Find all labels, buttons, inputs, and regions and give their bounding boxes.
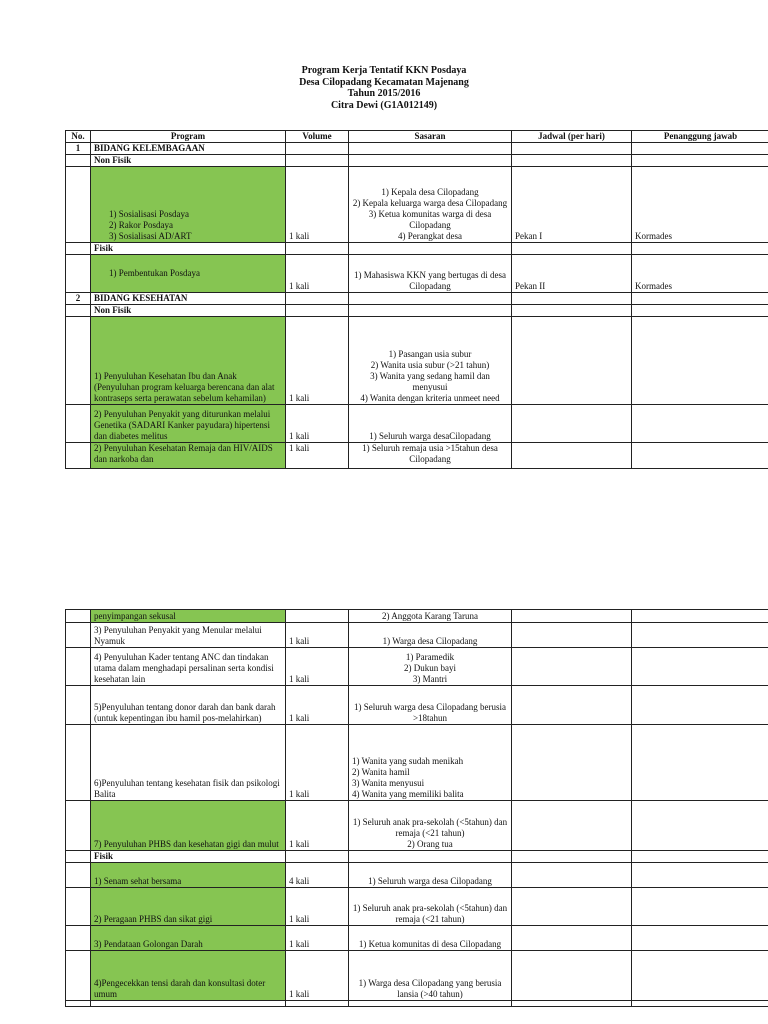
table-row [66,888,768,926]
section-title: BIDANG KESEHATAN [91,293,286,305]
header-jadwal: Jadwal (per hari) [512,131,632,143]
header-no: No. [66,131,91,143]
volume-cell: 1 kali [286,443,349,469]
program-cell: penyimpangan sekusal [91,610,286,623]
program-cell: 2) Penyuluhan Kesehatan Remaja dan HIV/AIDS dan narkoba dan [91,443,286,469]
program-cell: 1) Senam sehat bersama [91,863,286,888]
section-number: 1 [66,143,91,155]
program-table-page-2 [65,609,768,1007]
program-cell: 6)Penyuluhan tentang kesehatan fisik dan psikologi Balita [91,725,286,801]
subsection-label: Non Fisik [91,155,286,167]
table-row [66,801,768,851]
volume-cell: 1 kali [286,888,349,926]
jadwal-cell: Pekan I [512,167,632,243]
sasaran-cell: 1) Kepala desa Cilopadang 2) Kepala keluarga warga desa Cilopadang 3) Ketua komunitas warga di desa Cilopadang 4) Perangkat desa [349,167,512,243]
program-cell: 7) Penyuluhan PHBS dan kesehatan gigi dan mulut [91,801,286,851]
section-row [66,293,768,305]
table-row [66,167,768,243]
sasaran-cell: 1) Seluruh warga desaCilopadang [349,405,512,443]
volume-cell: 4 kali [286,863,349,888]
subsection-row [66,305,768,317]
title-line-3: Tahun 2015/2016 [347,88,421,100]
volume-cell: 1 kali [286,623,349,648]
title-line-2: Desa Cilopadang Kecamatan Majenang [299,76,469,88]
subsection-row [66,155,768,167]
jadwal-cell: Pekan II [512,255,632,293]
header-program: Program [91,131,286,143]
table-row [66,1001,768,1007]
sasaran-cell: 1) Ketua komunitas di desa Cilopadang [349,926,512,951]
program-cell: 1) Sosialisasi Posdaya 2) Rakor Posdaya 3) Sosialisasi AD/ART [91,167,286,243]
document-title [0,65,768,111]
subsection-row [66,851,768,863]
table-row [66,255,768,293]
table-row [66,951,768,1001]
sasaran-cell: 1) Seluruh warga desa Cilopadang berusia >18tahun [349,686,512,725]
volume-cell: 1 kali [286,255,349,293]
section-number: 2 [66,293,91,305]
volume-cell: 1 kali [286,801,349,851]
table-row [66,725,768,801]
section-title: BIDANG KELEMBAGAAN [91,143,286,155]
volume-cell: 1 kali [286,405,349,443]
program-cell: 4)Pengecekkan tensi darah dan konsultasi doter umum [91,951,286,1001]
title-line-4: Citra Dewi (G1A012149) [330,99,438,111]
volume-cell: 1 kali [286,648,349,686]
sasaran-cell: 1) Mahasiswa KKN yang bertugas di desa Cilopadang [349,255,512,293]
sasaran-cell: 1) Seluruh anak pra-sekolah (<5tahun) dan remaja (<21 tahun) [349,888,512,926]
table-header-row [66,131,768,143]
subsection-label: Non Fisik [91,305,286,317]
volume-cell: 1 kali [286,686,349,725]
table-row [66,610,768,623]
table-row [66,405,768,443]
subsection-label: Fisik [91,243,286,255]
volume-cell: 1 kali [286,167,349,243]
header-volume: Volume [286,131,349,143]
program-cell: 4) Penyuluhan Kader tentang ANC dan tindakan utama dalam menghadapi persalinan serta kondisi kesehatan lain [91,648,286,686]
sasaran-cell: 1) Warga desa Cilopadang [349,623,512,648]
program-cell: 2) Peragaan PHBS dan sikat gigi [91,888,286,926]
sasaran-cell: 1) Seluruh warga desa Cilopadang [349,863,512,888]
title-line-1: Program Kerja Tentatif KKN Posdaya [301,65,467,76]
volume-cell: 1 kali [286,317,349,405]
table-row [66,686,768,725]
subsection-row [66,243,768,255]
volume-cell: 1 kali [286,725,349,801]
table-row [66,863,768,888]
program-cell: 1) Pembentukan Posdaya [91,255,286,293]
sasaran-cell: 1) Pasangan usia subur 2) Wanita usia subur (>21 tahun) 3) Wanita yang sedang hamil dan menyusui 4) Wanita dengan kriteria unmeet need [349,317,512,405]
table-row [66,648,768,686]
sasaran-cell: 1) Seluruh anak pra-sekolah (<5tahun) dan remaja (<21 tahun) 2) Orang tua [349,801,512,851]
subsection-label: Fisik [91,851,286,863]
table-row [66,317,768,405]
sasaran-cell: 2) Anggota Karang Taruna [349,610,512,623]
table-row [66,443,768,469]
penanggung-jawab-cell: Kormades [632,255,768,293]
sasaran-cell: 1) Wanita yang sudah menikah 2) Wanita hamil 3) Wanita menyusui 4) Wanita yang memiliki balita [349,725,512,801]
table-row [66,623,768,648]
program-cell: 3) Penyuluhan Penyakit yang Menular melalui Nyamuk [91,623,286,648]
program-cell: 1) Penyuluhan Kesehatan Ibu dan Anak (Penyuluhan program keluarga berencana dan alat kontraseps serta perawatan sebelum kehamilan) [91,317,286,405]
sasaran-cell: 1) Warga desa Cilopadang yang berusia lansia (>40 tahun) [349,951,512,1001]
volume-cell: 1 kali [286,926,349,951]
header-penanggung-jawab: Penanggung jawab [632,131,768,143]
program-cell: 2) Penyuluhan Penyakit yang diturunkan melalui Genetika (SADARI Kanker payudara) hipertensi dan diabetes melitus [91,405,286,443]
volume-cell: 1 kali [286,951,349,1001]
header-sasaran: Sasaran [349,131,512,143]
penanggung-jawab-cell: Kormades [632,167,768,243]
sasaran-cell: 1) Paramedik 2) Dukun bayi 3) Mantri [349,648,512,686]
program-table-page-1 [65,130,768,469]
program-cell: 3) Pendataan Golongan Darah [91,926,286,951]
section-row [66,143,768,155]
table-row [66,926,768,951]
sasaran-cell: 1) Seluruh remaja usia >15tahun desa Cilopadang [349,443,512,469]
program-cell: 5)Penyuluhan tentang donor darah dan bank darah (untuk kepentingan ibu hamil pos-melahirkan) [91,686,286,725]
